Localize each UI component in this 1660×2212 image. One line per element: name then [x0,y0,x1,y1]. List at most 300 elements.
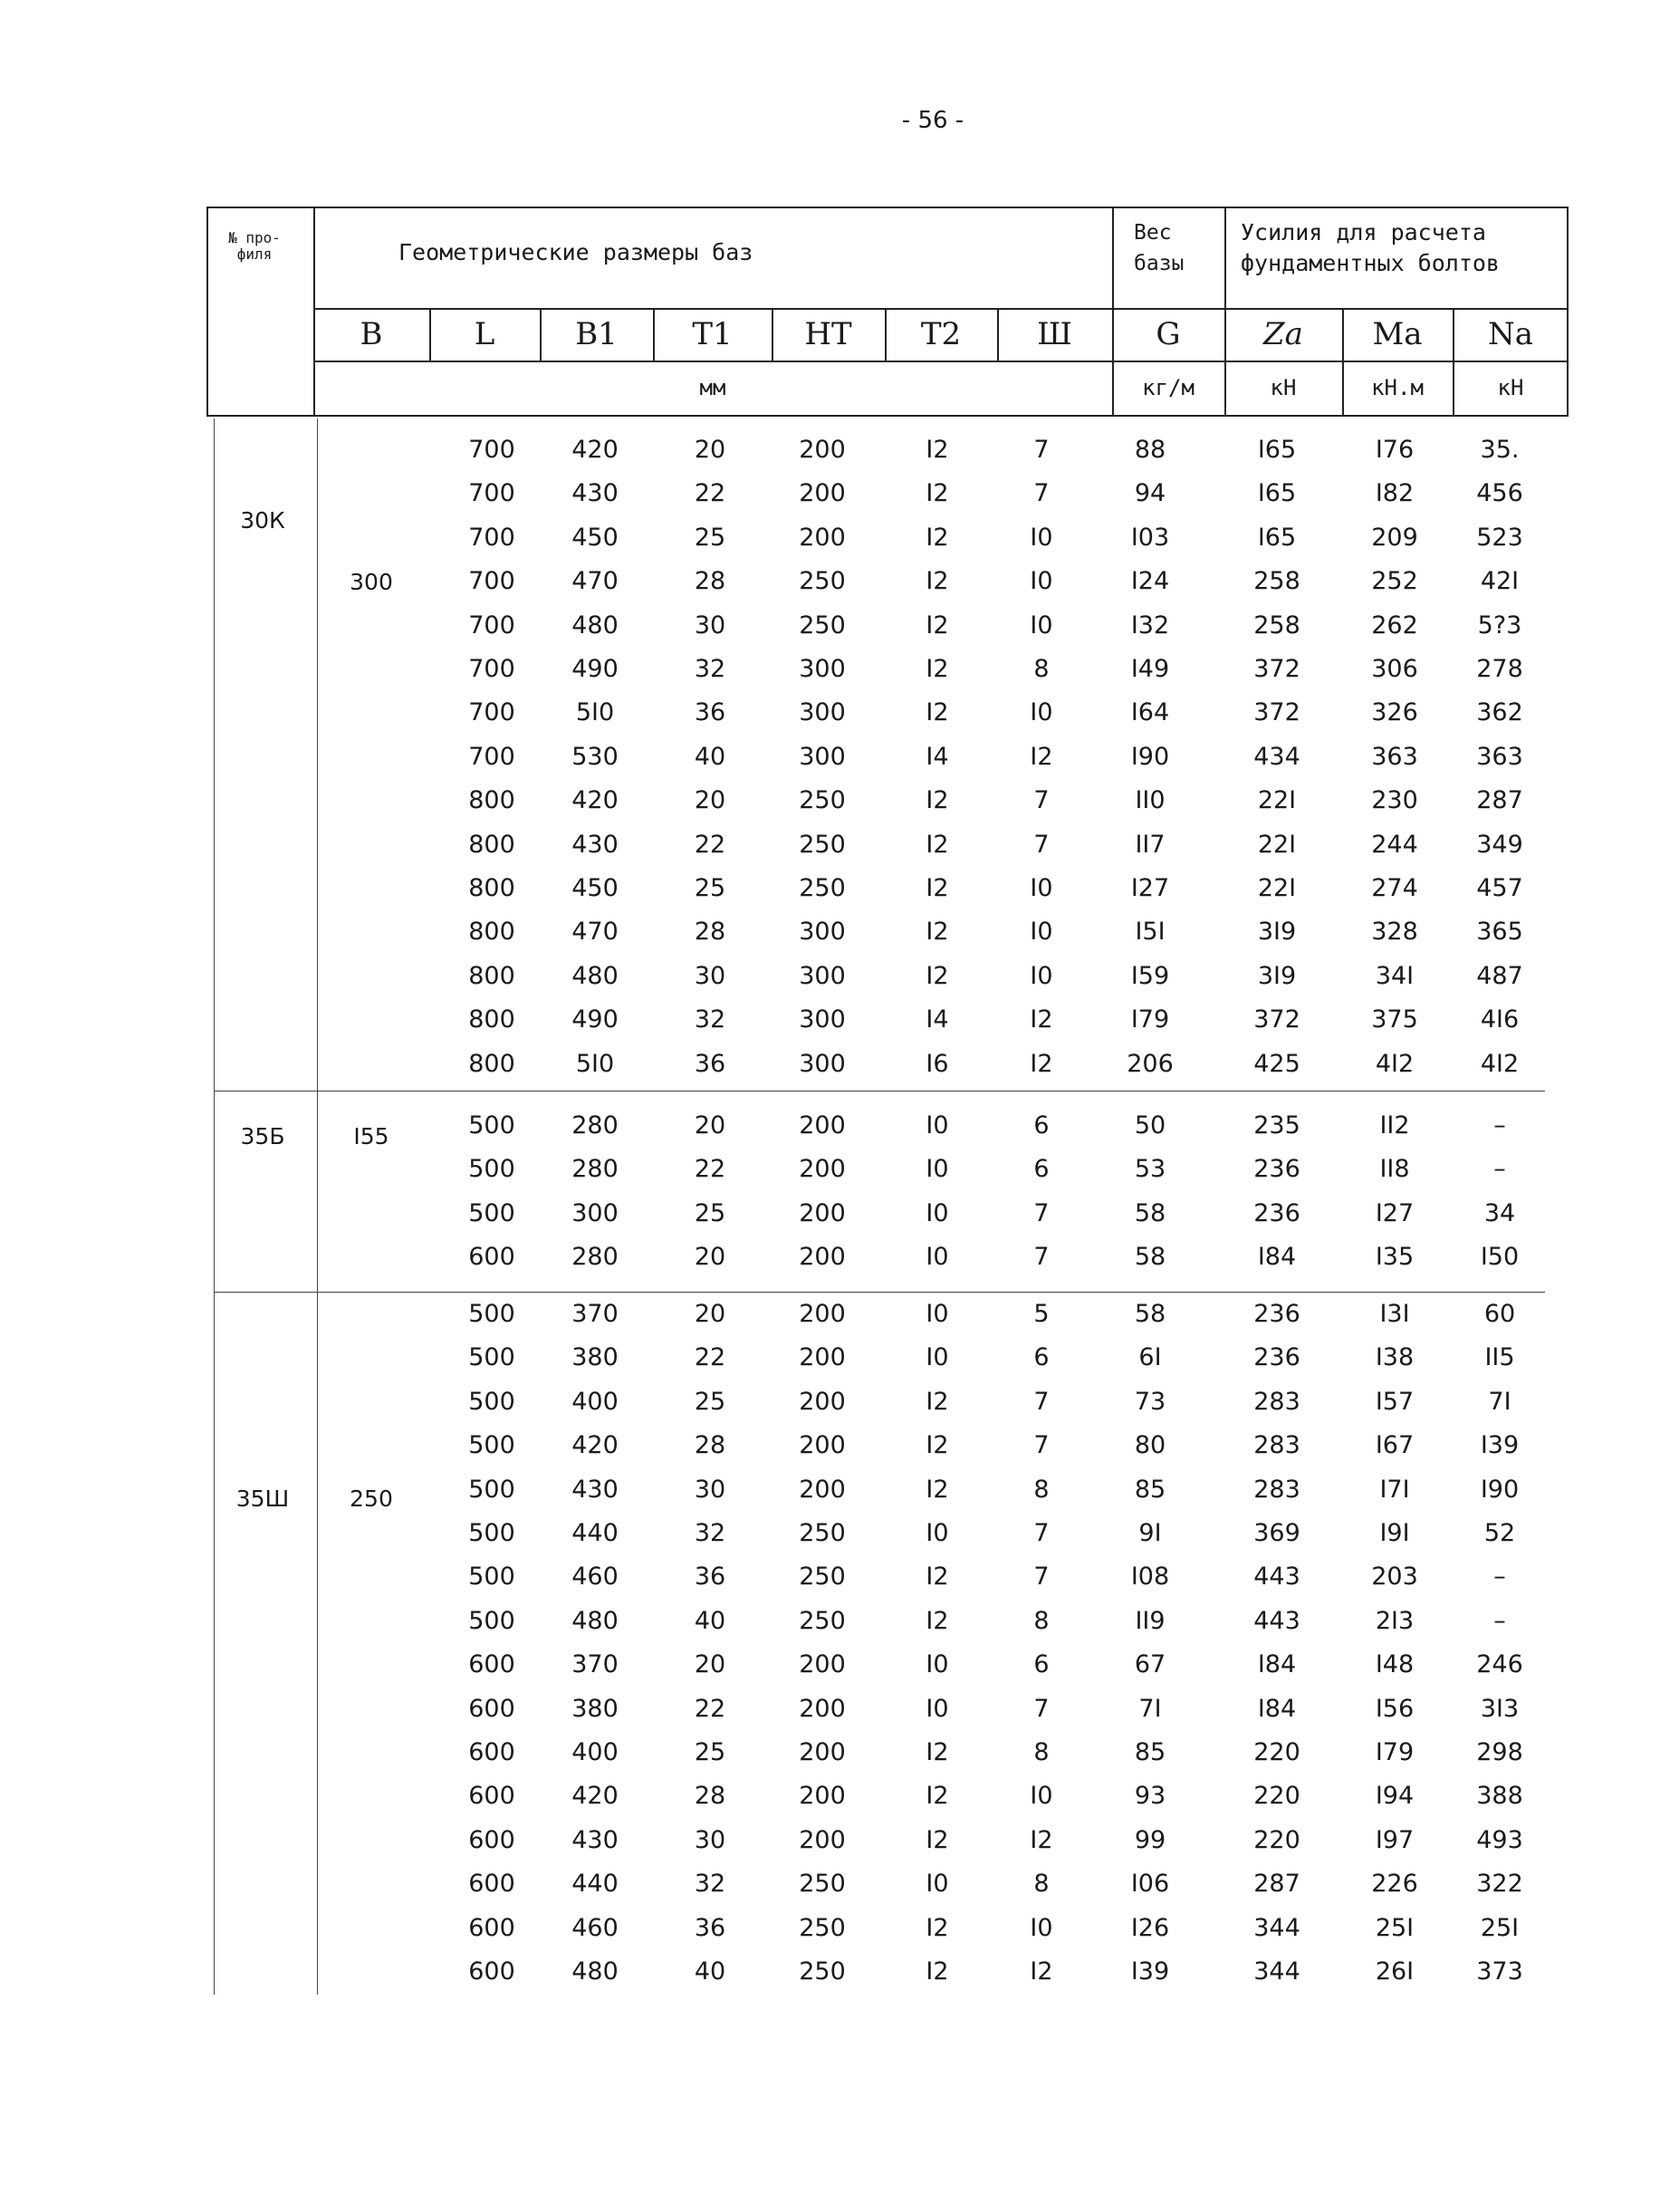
table-cell: 500 [468,1111,515,1140]
table-cell: 88 [1134,436,1166,464]
table-cell: 800 [468,830,515,859]
table-cell: 298 [1476,1738,1523,1766]
table-cell: 700 [468,742,515,771]
table-cell: 209 [1371,523,1418,552]
table-cell: 370 [571,1300,619,1328]
table-cell: 200 [799,1243,846,1272]
page-number: - 56 - [901,107,964,134]
table-cell: 278 [1476,655,1523,683]
table-cell: 344 [1253,1957,1300,1986]
table-cell: 53 [1134,1155,1166,1184]
table-cell: 200 [799,1343,846,1372]
table-cell: 246 [1476,1650,1523,1679]
table-cell: 22I [1257,874,1297,902]
table-cell: 22 [694,1155,726,1184]
table-cell: I0 [1030,611,1053,640]
table-cell: 30 [694,1475,726,1504]
table-cell: 369 [1253,1519,1300,1547]
b-value: I55 [353,1123,389,1149]
table-cell: I0 [926,1870,949,1899]
table-cell: II5 [1484,1343,1515,1372]
table-cell: 25 [694,1198,726,1227]
col-b1: B1 [575,316,618,352]
table-cell: 35. [1480,436,1520,464]
table-cell: I65 [1257,479,1297,508]
table-cell: 283 [1253,1387,1300,1416]
table-cell: 370 [571,1650,619,1679]
table-cell: 380 [571,1694,619,1723]
table-cell: I9I [1379,1519,1410,1547]
table-cell: I2 [926,1431,949,1460]
table-cell: 30 [694,611,726,640]
table-cell: 258 [1253,567,1300,596]
table-cell: I2 [926,1387,949,1416]
table-cell: I79 [1130,1005,1170,1034]
table-cell: 500 [468,1606,515,1635]
table-cell: 457 [1476,874,1523,902]
table-cell: 32 [694,1005,726,1034]
profile-column-header: № про-филя [228,229,281,263]
table-cell: 42I [1480,567,1520,596]
table-cell: 480 [571,611,619,640]
table-cell: 280 [571,1111,619,1140]
table-cell: 274 [1371,874,1418,902]
geometry-title: Геометрические размеры баз [398,239,753,265]
table-cell: 373 [1476,1957,1523,1986]
table-cell: 52 [1483,1519,1516,1547]
table-cell: I90 [1480,1475,1520,1504]
table-cell: 40 [694,1957,726,1986]
table-cell: 490 [571,1005,619,1034]
col-ma: Ma [1372,316,1423,352]
table-cell: 600 [468,1738,515,1766]
table-cell: 420 [571,1431,619,1460]
table-cell: 500 [468,1387,515,1416]
table-cell: 60 [1483,1300,1516,1328]
table-cell: 456 [1476,479,1523,508]
table-cell: I27 [1375,1198,1415,1227]
table-cell: 58 [1134,1243,1166,1272]
table-cell: 400 [571,1387,619,1416]
table-cell: I94 [1375,1782,1415,1811]
table-cell: 443 [1253,1563,1300,1592]
table-cell: 7 [1033,1198,1050,1227]
table-cell: 5?3 [1477,611,1522,640]
table-cell: 9I [1138,1519,1162,1547]
table-cell: I2 [1030,1049,1053,1078]
table-cell: 6 [1033,1343,1050,1372]
table-cell: 800 [468,1005,515,1034]
table-cell: 40 [694,742,726,771]
table-cell: 420 [571,436,619,464]
table-cell: 3I9 [1257,961,1297,990]
table-cell: I7I [1379,1475,1410,1504]
table-cell: 363 [1476,742,1523,771]
table-cell: 220 [1253,1825,1300,1854]
table-cell: 280 [571,1155,619,1184]
table-cell: 20 [694,436,726,464]
table-cell: 490 [571,655,619,683]
table-cell: I3I [1379,1300,1410,1328]
table-cell: 22 [694,1694,726,1723]
table-cell: 700 [468,698,515,727]
table-cell: 236 [1253,1300,1300,1328]
table-cell: 300 [799,961,846,990]
table-cell: I2 [926,655,949,683]
table-cell: I2 [926,1957,949,1986]
table-cell: 600 [468,1243,515,1272]
b-value: 250 [350,1486,393,1512]
table-cell: 375 [1371,1005,1418,1034]
table-cell: II0 [1135,786,1166,815]
table-cell: I76 [1375,436,1415,464]
table-cell: I4 [926,742,949,771]
profile-label: 30К [240,507,285,534]
table-cell: 250 [799,1870,846,1899]
table-cell: 250 [799,786,846,815]
table-cell: 500 [468,1343,515,1372]
table-cell: 32 [694,655,726,683]
table-cell: 372 [1253,698,1300,727]
table-cell: 460 [571,1913,619,1942]
table-cell: 440 [571,1870,619,1899]
table-cell: 250 [799,1913,846,1942]
table-cell: 85 [1134,1475,1166,1504]
table-cell: I2 [926,1825,949,1854]
table-cell: I2 [1030,1957,1053,1986]
col-sh: Ш [1037,316,1072,352]
table-cell: 600 [468,1782,515,1811]
profile-label: 35Ш [235,1486,290,1512]
unit-kg-m: кг/м [1142,375,1195,400]
table-cell: 20 [694,1111,726,1140]
table-cell: I0 [1030,1782,1053,1811]
table-cell: 450 [571,523,619,552]
table-cell: 34I [1375,961,1415,990]
table-cell: 36 [694,698,726,727]
table-cell: 200 [799,1475,846,1504]
table-cell: II7 [1135,830,1166,859]
table-cell: 493 [1476,1825,1523,1854]
table-cell: II2 [1379,1111,1410,1140]
table-cell: 206 [1127,1049,1174,1078]
table-cell: I0 [1030,523,1053,552]
table-cell: 600 [468,1957,515,1986]
table-cell: 32 [694,1519,726,1547]
table-cell: 365 [1476,918,1523,947]
table-cell: 700 [468,479,515,508]
table-cell: 250 [799,1519,846,1547]
table-cell: 200 [799,1825,846,1854]
table-cell: 58 [1134,1300,1166,1328]
table-cell: 200 [799,1650,846,1679]
table-cell: I39 [1480,1431,1520,1460]
table-cell: 500 [468,1198,515,1227]
table-cell: I0 [1030,1913,1053,1942]
table-cell: 349 [1476,830,1523,859]
table-cell: 500 [468,1431,515,1460]
table-cell: I2 [926,1563,949,1592]
col-g: G [1156,316,1181,352]
table-cell: 2I3 [1375,1606,1415,1635]
table-cell: 250 [799,1606,846,1635]
table-cell: 36 [694,1049,726,1078]
table-cell: I0 [926,1111,949,1140]
table-cell: 430 [571,1825,619,1854]
unit-kn-n: кН [1497,375,1524,400]
table-cell: I84 [1257,1243,1297,1272]
table-cell: 25 [694,523,726,552]
table-cell: 230 [1371,786,1418,815]
table-cell: I2 [926,523,949,552]
table-cell: 300 [571,1198,619,1227]
table-cell: 400 [571,1738,619,1766]
table-cell: 600 [468,1694,515,1723]
table-cell: 25I [1375,1913,1415,1942]
table-cell: I6 [926,1049,949,1078]
table-cell: I24 [1130,567,1170,596]
table-cell: 244 [1371,830,1418,859]
table-cell: 7 [1033,1431,1050,1460]
table-cell: I84 [1257,1650,1297,1679]
table-cell: I2 [926,698,949,727]
unit-kn-z: кН [1270,375,1297,400]
table-cell: – [1493,1155,1506,1184]
table-cell: 236 [1253,1155,1300,1184]
table-cell: 235 [1253,1111,1300,1140]
table-cell: 250 [799,611,846,640]
table-cell: I90 [1130,742,1170,771]
table-cell: 8 [1033,1870,1050,1899]
table-cell: 5 [1033,1300,1050,1328]
col-t2: T2 [920,316,962,352]
table-cell: 200 [799,1738,846,1766]
table-cell: 85 [1134,1738,1166,1766]
table-cell: I2 [926,874,949,902]
table-cell: 22 [694,479,726,508]
table-cell: 67 [1134,1650,1166,1679]
table-cell: 26I [1375,1957,1415,1986]
table-cell: 372 [1253,655,1300,683]
table-cell: 388 [1476,1782,1523,1811]
table-cell: 523 [1476,523,1523,552]
table-cell: 700 [468,436,515,464]
table-cell: 363 [1371,742,1418,771]
table-cell: 25I [1480,1913,1520,1942]
table-cell: I2 [926,1475,949,1504]
table-cell: 20 [694,1300,726,1328]
table-cell: 300 [799,698,846,727]
table-cell: 25 [694,1738,726,1766]
table-cell: – [1493,1606,1506,1635]
table-cell: 283 [1253,1475,1300,1504]
table-cell: I06 [1130,1870,1170,1899]
table-cell: 443 [1253,1606,1300,1635]
table-cell: 6 [1033,1650,1050,1679]
table-cell: I2 [926,479,949,508]
table-cell: I2 [926,786,949,815]
weight-title: Вес базы [1134,221,1185,275]
table-cell: 93 [1134,1782,1166,1811]
table-cell: 250 [799,1957,846,1986]
table-cell: 22 [694,1343,726,1372]
table-cell: 7 [1033,436,1050,464]
table-cell: 430 [571,830,619,859]
table-cell: I2 [926,830,949,859]
table-cell: 8 [1033,1606,1050,1635]
table-cell: 58 [1134,1198,1166,1227]
table-cell: 7 [1033,830,1050,859]
table-cell: I2 [926,1738,949,1766]
table-cell: I0 [926,1300,949,1328]
table-cell: 262 [1371,611,1418,640]
table-cell: I57 [1375,1387,1415,1416]
table-cell: 287 [1253,1870,1300,1899]
table-cell: 480 [571,1957,619,1986]
col-l: L [474,316,495,352]
table-cell: I08 [1130,1563,1170,1592]
table-cell: 700 [468,611,515,640]
table-cell: 3I9 [1257,918,1297,947]
table-cell: I35 [1375,1243,1415,1272]
table-cell: I2 [926,1606,949,1635]
table-cell: 7 [1033,1387,1050,1416]
table-cell: 470 [571,918,619,947]
table-cell: 99 [1134,1825,1166,1854]
table-cell: 530 [571,742,619,771]
table-cell: 430 [571,1475,619,1504]
table-cell: I27 [1130,874,1170,902]
table-cell: I49 [1130,655,1170,683]
table-cell: 7 [1033,786,1050,815]
profile-label: 35Б [240,1123,285,1149]
table-cell: 430 [571,479,619,508]
table-cell: 700 [468,567,515,596]
table-cell: 5I0 [575,698,615,727]
table-cell: 236 [1253,1198,1300,1227]
table-cell: I48 [1375,1650,1415,1679]
table-cell: 34 [1483,1198,1516,1227]
table-cell: 28 [694,1431,726,1460]
table-cell: 94 [1134,479,1166,508]
table-cell: I2 [1030,1825,1053,1854]
table-cell: 5I0 [575,1049,615,1078]
table-cell: 7 [1033,1519,1050,1547]
table-cell: 8 [1033,1738,1050,1766]
table-cell: 480 [571,1606,619,1635]
table-cell: 328 [1371,918,1418,947]
table-cell: I0 [926,1155,949,1184]
col-b: B [360,316,383,352]
table-cell: I0 [1030,698,1053,727]
table-cell: I64 [1130,698,1170,727]
table-cell: 36 [694,1913,726,1942]
table-cell: I97 [1375,1825,1415,1854]
table-cell: 420 [571,786,619,815]
table-cell: 28 [694,918,726,947]
table-cell: II9 [1135,1606,1166,1635]
table-cell: 344 [1253,1913,1300,1942]
table-cell: I0 [1030,918,1053,947]
table-cell: 22 [694,830,726,859]
table-cell: 500 [468,1519,515,1547]
unit-mm: мм [699,375,726,400]
table-cell: I84 [1257,1694,1297,1723]
table-cell: 434 [1253,742,1300,771]
table-cell: 22I [1257,786,1297,815]
table-cell: 20 [694,1243,726,1272]
table-cell: 252 [1371,567,1418,596]
table-cell: 250 [799,567,846,596]
table-cell: 6I [1138,1343,1162,1372]
col-t1: T1 [692,316,733,352]
table-cell: 300 [799,742,846,771]
table-cell: I32 [1130,611,1170,640]
table-cell: I2 [926,436,949,464]
table-cell: 300 [799,918,846,947]
table-cell: 322 [1476,1870,1523,1899]
table-cell: 4I6 [1480,1005,1520,1034]
table-cell: 30 [694,1825,726,1854]
table-cell: I65 [1257,523,1297,552]
table-cell: 700 [468,655,515,683]
table-cell: I67 [1375,1431,1415,1460]
table-cell: I79 [1375,1738,1415,1766]
table-cell: 800 [468,874,515,902]
table-cell: 203 [1371,1563,1418,1592]
table-cell: 7 [1033,1694,1050,1723]
table-cell: 6 [1033,1155,1050,1184]
table-cell: 73 [1134,1387,1166,1416]
table-cell: I03 [1130,523,1170,552]
table-cell: 200 [799,1694,846,1723]
table-cell: 700 [468,523,515,552]
table-cell: I4 [926,1005,949,1034]
table-cell: 20 [694,1650,726,1679]
table-cell: I5I [1135,918,1166,947]
table-cell: I56 [1375,1694,1415,1723]
forces-title: Усилия для расчета фундаментных болтов [1241,219,1500,276]
table-cell: I2 [926,567,949,596]
table-cell: 236 [1253,1343,1300,1372]
table-cell: I65 [1257,436,1297,464]
table-cell: I2 [926,1913,949,1942]
table-cell: II8 [1379,1155,1410,1184]
table-cell: 487 [1476,961,1523,990]
b-value: 300 [350,569,393,595]
table-cell: 28 [694,567,726,596]
table-cell: 380 [571,1343,619,1372]
table-cell: 226 [1371,1870,1418,1899]
table-cell: I0 [926,1343,949,1372]
table-cell: 40 [694,1606,726,1635]
table-cell: 200 [799,523,846,552]
table-cell: I2 [926,1782,949,1811]
unit-kn-m: кН.м [1371,375,1424,400]
table-cell: 500 [468,1563,515,1592]
table-cell: 4I2 [1480,1049,1520,1078]
table-cell: 36 [694,1563,726,1592]
table-cell: 50 [1134,1111,1166,1140]
table-cell: 500 [468,1475,515,1504]
table-cell: I59 [1130,961,1170,990]
table-cell: – [1493,1111,1506,1140]
table-cell: I0 [1030,874,1053,902]
table-cell: I26 [1130,1913,1170,1942]
table-cell: 258 [1253,611,1300,640]
table-cell: 28 [694,1782,726,1811]
table-cell: 200 [799,1782,846,1811]
